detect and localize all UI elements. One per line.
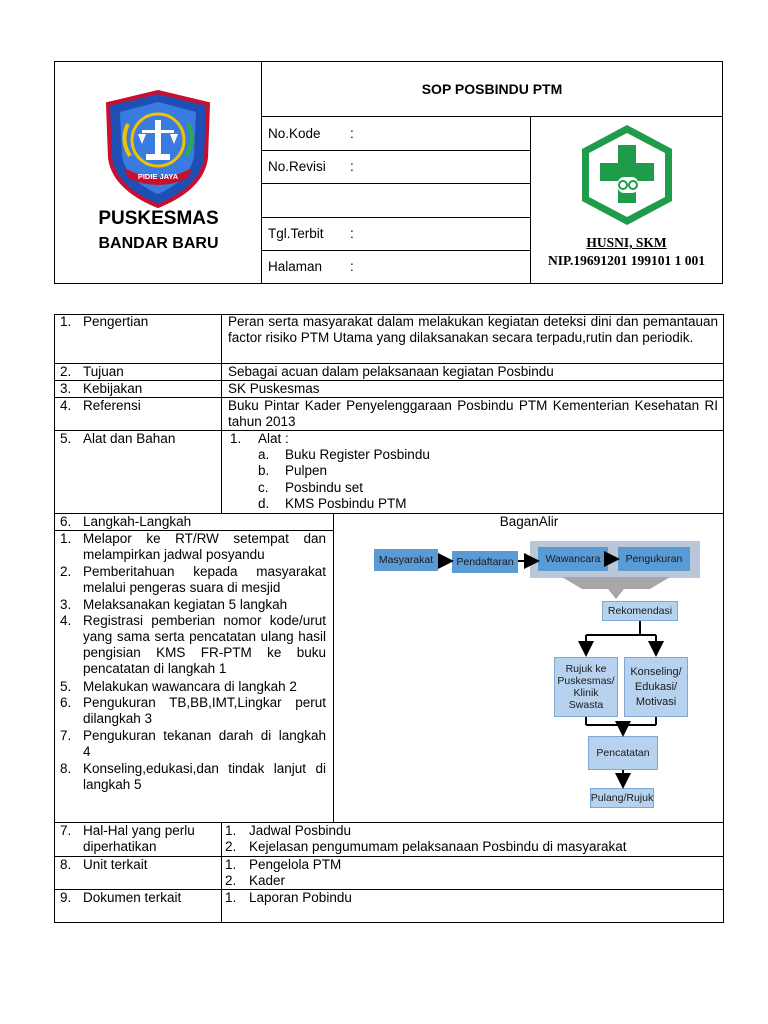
list-heading: Alat : <box>258 431 289 446</box>
list-item <box>258 463 269 479</box>
row-label: Unit terkait <box>83 857 148 872</box>
field-grid <box>262 117 531 283</box>
pidie-jaya-emblem-icon <box>102 90 214 208</box>
list-item-text: Kejelasan pengumumam pelaksanaan Posbindu di masyarakat <box>249 839 627 854</box>
step-num: 2. <box>60 564 72 579</box>
sop-table <box>54 314 724 924</box>
field-blank <box>262 184 530 218</box>
row-unit-label <box>54 857 222 890</box>
step-num: 7. <box>60 728 72 743</box>
list-item-text: Pulpen <box>285 463 328 478</box>
row-label: Alat dan Bahan <box>83 431 176 446</box>
flow-text: Klinik Swasta <box>568 687 604 711</box>
step-line: Pemberitahuan kepada masyarakat <box>83 564 326 579</box>
row-unit-content <box>222 857 724 890</box>
row-referensi-label <box>54 398 222 431</box>
list-item <box>258 496 269 512</box>
row-label: Referensi <box>83 398 141 413</box>
flow-pendaftaran: Pendaftaran <box>452 551 518 573</box>
field-no-revisi <box>262 151 530 184</box>
flow-diagram <box>334 531 724 823</box>
step-num: 4. <box>60 613 72 628</box>
field-no-kode <box>262 117 530 151</box>
list-item-text: Kader <box>249 873 286 888</box>
step-cont: dilangkah 3 <box>83 711 153 726</box>
step-line: Pengukuran tekanan darah di langkah <box>83 728 326 743</box>
row-num: 5. <box>60 431 72 446</box>
flow-text: Motivasi <box>635 695 677 708</box>
list-item-text: Jadwal Posbindu <box>249 823 352 838</box>
row-dokumen-label <box>54 890 222 923</box>
bagan-alir-title: BaganAlir <box>499 514 559 529</box>
step-line: Melaksanakan kegiatan 5 langkah <box>83 597 288 612</box>
step-line: Melapor ke RT/RW setempat dan <box>83 531 326 546</box>
list-marker: 2. <box>225 839 237 854</box>
list-item-text: Buku Register Posbindu <box>285 447 430 462</box>
logo-cell <box>55 62 262 283</box>
flow-text: Rujuk ke <box>565 663 607 675</box>
step-line: Konseling,edukasi,dan tindak lanjut di <box>83 761 326 776</box>
row-dokumen-content <box>222 890 724 923</box>
row-tujuan-label <box>54 364 222 381</box>
puskesmas-logo-icon <box>580 123 674 227</box>
row-referensi-content: Buku Pintar Kader Penyelenggaraan Posbindu PTM Kementerian Kesehatan RI tahun 2013 <box>222 398 724 431</box>
row-label: diperhatikan <box>83 839 157 854</box>
list-item-text: KMS Posbindu PTM <box>285 496 407 511</box>
row-pengertian-label <box>54 314 222 364</box>
field-label: No.Revisi <box>268 159 326 174</box>
row-num: 6. <box>60 514 72 529</box>
row-langkah-label <box>54 514 334 531</box>
step-num: 8. <box>60 761 72 776</box>
step-num: 1. <box>60 531 72 546</box>
list-item-text: Posbindu set <box>285 480 364 495</box>
row-num: 9. <box>60 890 72 905</box>
flow-wawancara: Wawancara <box>538 547 608 571</box>
row-num: 8. <box>60 857 72 872</box>
row-pengertian-content: Peran serta masyarakat dalam melakukan kegiatan deteksi dini dan pemantauan factor risiko PTM Utama yang dilaksanakan secara terpadu,rutin dan periodik. <box>222 314 724 364</box>
step-num: 6. <box>60 695 72 710</box>
field-sep: : <box>350 159 354 174</box>
step-cont: langkah 5 <box>83 777 142 792</box>
list-marker: 2. <box>225 873 237 888</box>
row-label: Kebijakan <box>83 381 143 396</box>
langkah-steps <box>54 531 334 823</box>
step-line: Registrasi pemberian nomor kode/urut <box>83 613 326 628</box>
list-marker: d. <box>258 496 270 511</box>
row-label: Hal-Hal yang perlu <box>83 823 195 838</box>
field-sep: : <box>350 126 354 141</box>
row-alat-content <box>222 431 724 514</box>
step-cont: melalui pengeras suara di mesjid <box>83 580 281 595</box>
flow-arrows <box>334 531 724 823</box>
row-kebijakan-content: SK Puskesmas <box>222 381 724 398</box>
svg-text:PIDIE JAYA: PIDIE JAYA <box>137 172 179 181</box>
step-cont: yang sama serta pencatatan ulang hasil pengisian KMS FR-PTM ke buku pencatatan di langkah 1 <box>83 629 326 676</box>
step-line: Melakukan wawancara di langkah 2 <box>83 679 297 694</box>
field-sep: : <box>350 226 354 241</box>
field-label: Halaman <box>268 259 323 274</box>
list-marker: 1. <box>230 431 242 446</box>
row-alat-label <box>54 431 222 514</box>
org-name: PUSKESMAS <box>98 208 219 229</box>
step-num: 5. <box>60 679 72 694</box>
document-title: SOP POSBINDU PTM <box>262 62 722 117</box>
field-tgl-terbit <box>262 218 530 251</box>
row-kebijakan-label <box>54 381 222 398</box>
flow-pulang: Pulang/Rujuk <box>590 788 654 808</box>
signer-name: HUSNI, SKM <box>586 235 667 250</box>
row-num: 3. <box>60 381 72 396</box>
list-marker: c. <box>258 480 269 495</box>
field-label: No.Kode <box>268 126 321 141</box>
flow-pengukuran: Pengukuran <box>618 547 690 571</box>
field-label: Tgl.Terbit <box>268 226 324 241</box>
list-marker: 1. <box>225 823 237 838</box>
flow-pencatatan: Pencatatan <box>588 736 658 770</box>
flow-text: Puskesmas/ <box>557 675 615 687</box>
sop-header <box>54 61 723 284</box>
list-item <box>258 447 269 463</box>
row-label: Langkah-Langkah <box>83 514 192 529</box>
signer-nip: NIP.19691201 199101 1 001 <box>547 253 705 268</box>
list-marker: 1. <box>225 890 237 905</box>
row-num: 1. <box>60 314 72 329</box>
field-halaman <box>262 251 530 283</box>
step-cont: melampirkan jadwal posyandu <box>83 547 265 562</box>
row-tujuan-content: Sebagai acuan dalam pelaksanaan kegiatan Posbindu <box>222 364 724 381</box>
row-hal-label <box>54 823 222 857</box>
list-item-text: Pengelola PTM <box>249 857 342 872</box>
flow-masyarakat: Masyarakat <box>374 549 438 571</box>
step-line: Pengukuran TB,BB,IMT,Lingkar perut <box>83 695 326 710</box>
field-sep: : <box>350 259 354 274</box>
row-num: 7. <box>60 823 72 838</box>
list-item-text: Laporan Pobindu <box>249 890 352 905</box>
step-num: 3. <box>60 597 72 612</box>
list-marker: a. <box>258 447 270 462</box>
row-label: Tujuan <box>83 364 124 379</box>
list-item <box>258 480 269 496</box>
list-marker: b. <box>258 463 270 478</box>
org-location: BANDAR BARU <box>98 235 219 252</box>
row-num: 2. <box>60 364 72 379</box>
row-num: 4. <box>60 398 72 413</box>
flow-text: Konseling/ <box>630 665 682 678</box>
row-label: Pengertian <box>83 314 149 329</box>
flow-rekomendasi: Rekomendasi <box>602 601 678 621</box>
list-marker: 1. <box>225 857 237 872</box>
row-hal-content <box>222 823 724 857</box>
flow-text: Edukasi/ <box>634 680 678 693</box>
step-cont: 4 <box>83 744 91 759</box>
signer-cell <box>531 117 722 283</box>
row-label: Dokumen terkait <box>83 890 182 905</box>
